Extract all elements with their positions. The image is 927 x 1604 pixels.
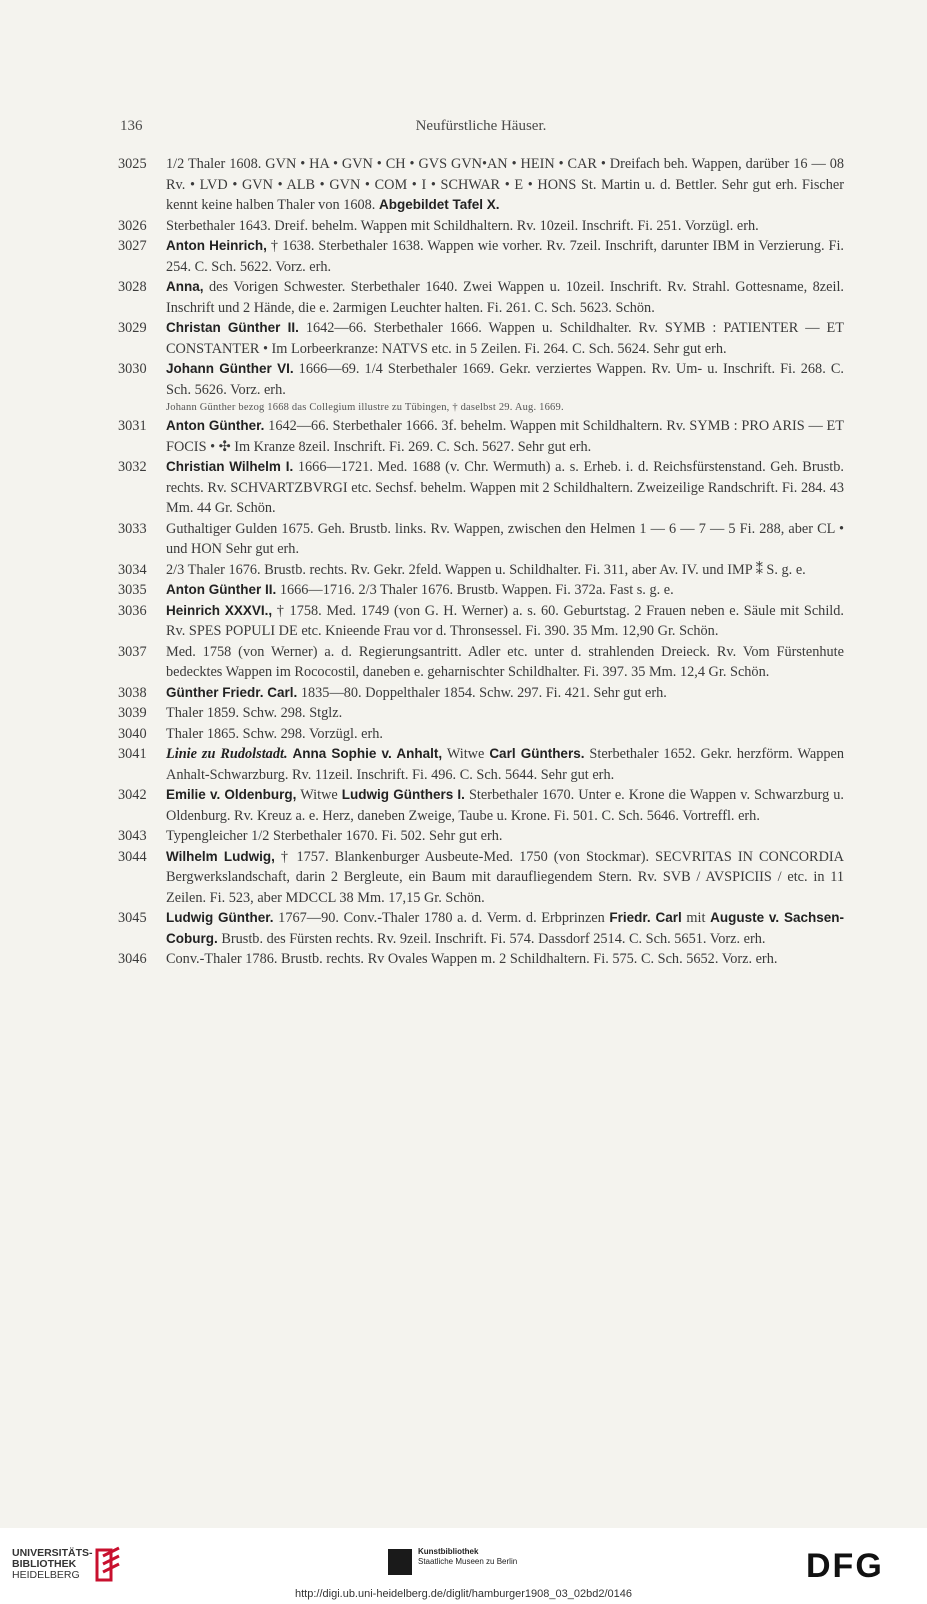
page-content	[118, 118, 844, 970]
entry-text: Conv.-Thaler 1786. Brustb. rechts. Rv Ovales Wappen m. 2 Schildhaltern. Fi. 575. C. Sch. 5652. Vorz. erh.	[166, 951, 778, 967]
catalog-entry	[118, 277, 844, 318]
entry-text: Thaler 1859. Schw. 298. Stglz.	[166, 705, 343, 721]
catalog-entry	[118, 908, 844, 949]
entry-text: 1666—69. 1/4 Sterbethaler 1669. Gekr. verziertes Wappen. Rv. Um- u. Inschrift. Fi. 268. C. Sch. 5626. Vorz. erh.	[166, 361, 844, 398]
entry-number: 3038	[118, 684, 147, 701]
page-title: Neufürstliche Häuser.	[415, 118, 547, 134]
entry-number: 3034	[118, 561, 147, 578]
entry-name: Ludwig Günther.	[166, 910, 274, 925]
entry-text: des Vorigen Schwester. Sterbethaler 1640. Zwei Wappen u. 10zeil. Inschrift. Rv. Strahl. Gottesname, 8zeil. Inschrift und 2 Hände, die e. 2armigen Leuchter halten. Fi. 261. C. Sch. 5623. Schön.	[166, 279, 844, 316]
entry-text: Sterbethaler 1652. Gekr. herzförm. Wappen Anhalt-Schwarzburg. Rv. 11zeil. Inschrift. Fi. 496. C. Sch. 5644. Sehr gut erh.	[166, 746, 845, 783]
entry-text: † 1757. Blankenburger Ausbeute-Med. 1750 (von Stockmar). SECVRITAS IN CONCORDIA Bergwerkslandschaft, darin 2 Bergleute, ein Baum mit daraufliegendem Stern. Rv. SVB / AVSPICIIS / etc. in 11 Zeilen. Fi. 523, aber MDCCL 38 Mm. 17,15 Gr. Schön.	[166, 848, 844, 906]
entry-text: mit	[681, 910, 711, 926]
permalink-url[interactable]: http://digi.ub.uni-heidelberg.de/diglit/hamburger1908_03_02bd2/0146	[295, 1588, 632, 1600]
catalog-entry	[118, 744, 844, 785]
entry-number: 3031	[118, 418, 147, 434]
catalog-entry	[118, 703, 844, 724]
catalog-entry	[118, 457, 844, 519]
entry-text: 2/3 Thaler 1676. Brustb. rechts. Rv. Gekr. 2feld. Wappen u. Schildhalter. Fi. 311, aber Av. IV. und IMP ⁑ S. g. e.	[166, 561, 806, 578]
viewer-footer	[0, 1528, 927, 1604]
catalog-entry	[118, 642, 844, 683]
library-name-line-2: BIBLIOTHEK	[12, 1558, 77, 1570]
entry-name: Christan Günther II.	[166, 320, 299, 335]
catalog-entry	[118, 683, 844, 704]
kb-subtitle: Staatliche Museen zu Berlin	[418, 1557, 518, 1566]
entry-number: 3039	[118, 705, 147, 721]
entry-number: 3041	[118, 746, 147, 762]
catalog-entry	[118, 560, 844, 581]
entry-number: 3025	[118, 156, 147, 172]
kunstbibliothek-label[interactable]	[418, 1547, 517, 1567]
entry-name: Abgebildet Tafel X.	[378, 197, 500, 212]
kb-title: Kunstbibliothek	[418, 1547, 479, 1556]
entry-number: 3026	[118, 217, 147, 234]
entry-name: Christian Wilhelm I.	[166, 459, 294, 474]
catalog-entry	[118, 847, 844, 909]
entry-number: 3028	[118, 279, 147, 295]
entry-number: 3040	[118, 725, 147, 742]
page-header	[118, 118, 844, 140]
entry-text: † 1758. Med. 1749 (von G. H. Werner) a. s. 60. Geburtstag. 2 Frauen neben e. Säule mit Schild. Rv. SPES POPULI DE etc. Knieende Frau vor d. Thronsessel. Fi. 390. 35 Mm. 12,90 Gr. Schön.	[166, 602, 844, 639]
entry-number: 3036	[118, 602, 147, 619]
entry-text: Brustb. des Fürsten rechts. Rv. 9zeil. Inschrift. Fi. 574. Dassdorf 2514. C. Sch. 5651. Vorz. erh.	[217, 930, 766, 947]
catalog-entry	[118, 416, 844, 457]
entry-number: 3042	[118, 787, 147, 803]
entry-number: 3044	[118, 848, 147, 865]
entry-name: Friedr. Carl	[609, 910, 682, 925]
entry-name: Linie zu Rudolstadt.	[166, 746, 288, 762]
entry-number: 3027	[118, 238, 147, 254]
dfg-logo[interactable]: DFG	[806, 1547, 884, 1585]
catalog-entry	[118, 949, 844, 970]
entry-text: 1835—80. Doppelthaler 1854. Schw. 297. Fi. 421. Sehr gut erh.	[297, 684, 667, 701]
entry-number: 3035	[118, 582, 147, 598]
library-name-line-3: HEIDELBERG	[12, 1569, 80, 1581]
entry-text: Witwe	[442, 746, 490, 762]
catalog-entry	[118, 318, 844, 359]
entry-text: 1666—1721. Med. 1688 (v. Chr. Wermuth) a. s. Erheb. i. d. Reichsfürstenstand. Geh. Brustb. rechts. Rv. SCHVARTZBVRGI etc. Sechsf. behelm. Wappen mit 2 Schildhaltern. Zweizeilige Randschrift. Fi. 284. 43 Mm. 44 Gr. Schön.	[166, 459, 844, 516]
entry-name: Anton Günther II.	[166, 582, 277, 597]
entry-name: Johann Günther VI.	[166, 361, 294, 376]
library-name-line-1: UNIVERSITÄTS-	[12, 1547, 93, 1559]
catalog-entry	[118, 580, 844, 601]
entry-number: 3045	[118, 910, 147, 926]
catalog-entry	[118, 724, 844, 745]
entry-name: Heinrich XXXVI.,	[166, 602, 273, 618]
entry-name: Anton Heinrich,	[166, 238, 267, 253]
entry-text: 1642—66. Sterbethaler 1666. 3f. behelm. Wappen mit Schildhaltern. Rv. SYMB : PRO ARIS — ET FOCIS • ✣ Im Kranze 8zeil. Inschrift. Fi. 269. C. Sch. 5627. Sehr gut erh.	[166, 418, 844, 455]
entry-text: 1642—66. Sterbethaler 1666. Wappen u. Schildhalter. Rv. SYMB : PATIENTER — ET CONSTANTER • Im Lorbeerkranze: NATVS etc. in 5 Zeilen. Fi. 264. C. Sch. 5624. Sehr gut erh.	[166, 320, 845, 357]
catalog-entry	[118, 826, 844, 847]
entry-name: Anton Günther.	[166, 418, 265, 433]
entry-number: 3046	[118, 951, 147, 967]
kunstbibliothek-logo-icon	[388, 1549, 412, 1575]
catalog-entry	[118, 154, 844, 216]
entry-name: Emilie v. Oldenburg,	[166, 787, 297, 802]
entry-name: Günther Friedr. Carl.	[166, 684, 298, 700]
entry-number: 3037	[118, 643, 147, 660]
entry-number: 3043	[118, 828, 147, 844]
library-mark-icon	[93, 1546, 123, 1584]
catalog-entries	[118, 154, 844, 970]
entry-name: Anna,	[166, 279, 204, 294]
entry-text: Sterbethaler 1670. Unter e. Krone die Wappen v. Schwarzburg u. Oldenburg. Rv. Kreuz a. e. Herz, daneben Zweige, Taube u. Krone. Fi. 501. C. Sch. 5646. Vortreffl. erh.	[166, 787, 845, 824]
catalog-entry	[118, 601, 844, 642]
catalog-entry	[118, 519, 844, 560]
entry-text: Guthaltiger Gulden 1675. Geh. Brustb. links. Rv. Wappen, zwischen den Helmen 1 — 6 — 7 — 5 Fi. 288, aber CL • und HON Sehr gut erh.	[166, 520, 844, 557]
entry-text: Med. 1758 (von Werner) a. d. Regierungsantritt. Adler etc. unter d. strahlenden Dreieck. Rv. Vom Fürstenhute bedecktes Wappen im Rococostil, daneben e. geharnischter Schildhalter. Fi. 397. 35 Mm. 12,4 Gr. Schön.	[166, 643, 844, 680]
catalog-entry	[118, 359, 844, 400]
entry-name: Ludwig Günthers I.	[341, 787, 465, 802]
entry-text: 1/2 Thaler 1608. GVN • HA • GVN • CH • GVS GVN•AN • HEIN • CAR • Dreifach beh. Wappen, darüber 16 — 08 Rv. • LVD • GVN • ALB • GVN • COM • I • SCHWAR • E • HONS St. Martin u. d. Bettler. Sehr gut erh. Fischer kennt keine halben Thaler von 1608.	[166, 156, 844, 213]
heidelberg-library-logo[interactable]	[12, 1548, 93, 1581]
entry-footnote: Johann Günther bezog 1668 das Collegium illustre zu Tübingen, † daselbst 29. Aug. 1669.	[166, 402, 564, 413]
entry-name: Wilhelm Ludwig,	[166, 848, 275, 864]
entry-name: Anna Sophie v. Anhalt,	[292, 746, 443, 761]
entry-name: Auguste v. Sachsen-Coburg.	[166, 910, 844, 946]
entry-name: Carl Günthers.	[489, 746, 585, 761]
entry-number: 3030	[118, 361, 147, 377]
entry-text: Typengleicher 1/2 Sterbethaler 1670. Fi. 502. Sehr gut erh.	[166, 828, 503, 844]
page-number: 136	[120, 118, 143, 134]
entry-text: Thaler 1865. Schw. 298. Vorzügl. erh.	[166, 725, 383, 742]
entry-text: Witwe	[296, 787, 342, 803]
entry-number: 3032	[118, 459, 147, 475]
entry-text: † 1638. Sterbethaler 1638. Wappen wie vorher. Rv. 7zeil. Inschrift, darunter IBM in Verzierung. Fi. 254. C. Sch. 5622. Vorz. erh.	[166, 238, 844, 275]
entry-text: 1666—1716. 2/3 Thaler 1676. Brustb. Wappen. Fi. 372a. Fast s. g. e.	[276, 582, 674, 598]
catalog-entry	[118, 216, 844, 237]
entry-number: 3029	[118, 320, 147, 336]
entry-text: 1767—90. Conv.-Thaler 1780 a. d. Verm. d. Erbprinzen	[273, 910, 610, 926]
catalog-entry	[118, 236, 844, 277]
entry-number: 3033	[118, 520, 147, 537]
entry-text: Sterbethaler 1643. Dreif. behelm. Wappen mit Schildhaltern. Rv. 10zeil. Inschrift. Fi. 251. Vorzügl. erh.	[166, 217, 759, 234]
catalog-entry	[118, 785, 844, 826]
